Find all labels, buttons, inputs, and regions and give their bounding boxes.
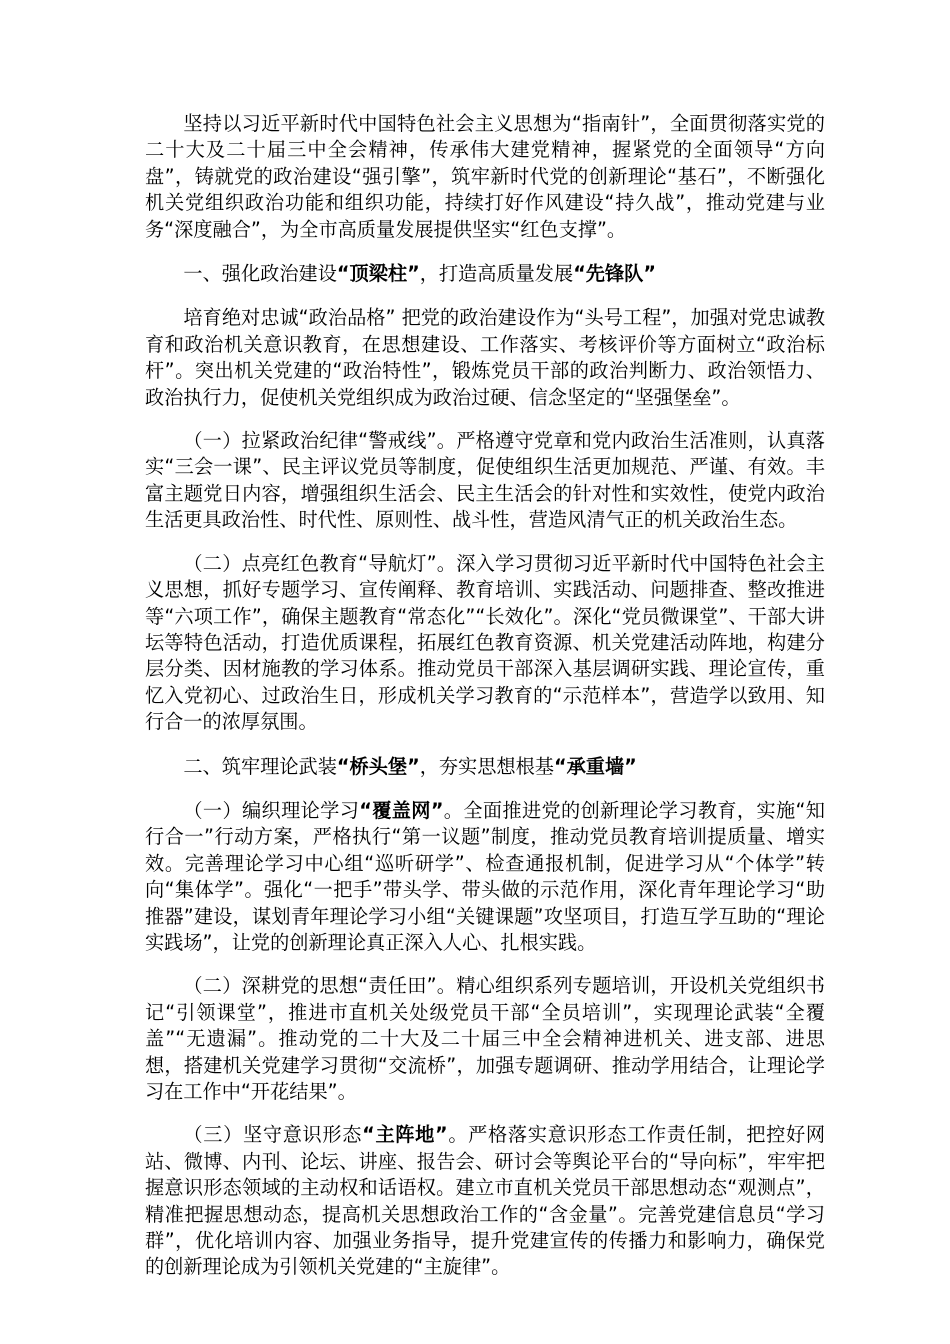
document-page [145, 111, 825, 1281]
section1-heading-bold1: “顶梁柱” [336, 262, 420, 286]
section1-heading [145, 261, 825, 287]
intro-paragraph: 坚持以习近平新时代中国特色社会主义思想为“指南针”，全面贯彻落实党的二十大及二十届三中全会精神，传承伟大建党精神，握紧党的全面领导“方向盘”，铸就党的政治建设“强引擎”，筑牢新时代党的创新理论“基石”，不断强化机关党组织政治功能和组织功能，持续打好作风建设“持久战”，推动党建与业务“深度融合”，为全市高质量发展提供坚实“红色支撑”。 [145, 112, 825, 241]
section2-item2-paragraph: （二）深耕党的思想“责任田”。精心组织系列专题培训，开设机关党组织书记“引领课堂”，推进市直机关处级党员干部“全员培训”，实现理论武装“全覆盖”“无遗漏”。推动党的二十大及二十届三中全会精神进机关、进支部、进思想，搭建机关党建学习贯彻“交流桥”，加强专题调研、推动学用结合，让理论学习在工作中“开花结果”。 [145, 974, 825, 1103]
section1-intro-paragraph: 培育绝对忠诚“政治品格” 把党的政治建设作为“头号工程”，加强对党忠诚教育和政治机关意识教育，在思想建设、工作落实、考核评价等方面树立“政治标杆”。突出机关党建的“政治特性”，锻炼党员干部的政治判断力、政治领悟力、政治执行力，促使机关党组织成为政治过硬、信念坚定的“坚强堡垒”。 [145, 306, 825, 409]
section2-item1-bold: “覆盖网” [359, 798, 444, 822]
section1-item2-paragraph: （二）点亮红色教育“导航灯”。深入学习贯彻习近平新时代中国特色社会主义思想，抓好专题学习、宣传阐释、教育培训、实践活动、问题排查、整改推进等“六项工作”，确保主题教育“常态化”“长效化”。深化“党员微课堂”、干部大讲坛等特色活动，打造优质课程，拓展红色教育资源、机关党建活动阵地，构建分层分类、因材施教的学习体系。推动党员干部深入基层调研实践、理论宣传，重忆入党初心、过政治生日，形成机关学习教育的“示范样本”，营造学以致用、知行合一的浓厚氛围。 [145, 551, 825, 734]
section1-heading-mid: ，打造高质量发展 [419, 262, 574, 286]
section2-heading-bold1: “桥头堡” [336, 754, 420, 778]
section2-item3-paragraph [145, 1122, 825, 1280]
section2-heading [145, 754, 825, 780]
section2-heading-bold2: “承重墙” [554, 754, 637, 778]
section1-item1-paragraph: （一）拉紧政治纪律“警戒线”。严格遵守党章和党内政治生活准则，认真落实“三会一课”、民主评议党员等制度，促使组织生活更加规范、严谨、有效。丰富主题党日内容，增强组织生活会、民主生活会的针对性和实效性，使党内政治生活更具政治性、时代性、原则性、战斗性，营造风清气正的机关政治生态。 [145, 429, 825, 532]
section2-item3-prefix: （三）坚守意识形态 [183, 1123, 363, 1147]
section2-item1-text: 。全面推进党的创新理论学习教育，实施“知行合一”行动方案，严格执行“第一议题”制度，推动党员教育培训提质量、增实效。完善理论学习中心组“巡听研学”、检查通报机制，促进学习从“个体学”转向“集体学”。强化“一把手”带头学、带头做的示范作用，深化青年理论学习“助推器”建设，谋划青年理论学习小组“关键课题”攻坚项目，打造互学互助的“理论实践场”，让党的创新理论真正深入人心、扎根实践。 [145, 798, 825, 954]
section2-item3-text: 。严格落实意识形态工作责任制，把控好网站、微博、内刊、论坛、讲座、报告会、研讨会等舆论平台的“导向标”，牢牢把握意识形态领域的主动权和话语权。建立市直机关党员干部思想动态“观测点”，精准把握思想动态，提高机关思想政治工作的“含金量”。完善党建信息员“学习群”，优化培训内容、加强业务指导，提升党建宣传的传播力和影响力，确保党的创新理论成为引领机关党建的“主旋律”。 [145, 1123, 826, 1279]
section2-item1-paragraph [145, 798, 825, 956]
section1-heading-bold2: “先锋队” [573, 262, 656, 286]
section2-item3-bold: “主阵地” [362, 1123, 448, 1147]
section2-heading-mid: ，夯实思想根基 [419, 754, 554, 778]
section1-heading-prefix: 一、强化政治建设 [183, 262, 337, 286]
section2-item1-prefix: （一）编织理论学习 [183, 798, 360, 822]
section2-heading-prefix: 二、筑牢理论武装 [183, 754, 337, 778]
